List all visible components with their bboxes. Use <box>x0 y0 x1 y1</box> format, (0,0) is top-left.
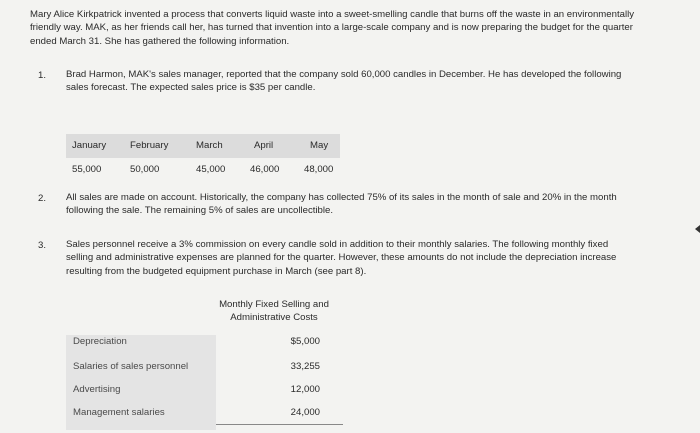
item-number: 1. <box>38 70 47 81</box>
forecast-value: 46,000 <box>250 164 280 175</box>
item-text: Sales personnel receive a 3% commission on every candle sold in addition to their monthly salaries. The following monthly fixed selling and administrative expenses are planned for the quarter. However, these amounts do not include the depreciation increase resulting from the budgeted equipment purchase in March (see part 8). <box>66 239 617 277</box>
item-text: All sales are made on account. Historically, the company has collected 75% of its sales in the month of sale and 20% in the month following the sale. The remaining 5% of sales are uncollectible. <box>66 192 617 217</box>
cost-label: Salaries of sales personnel <box>73 361 189 372</box>
item-text: Brad Harmon, MAK's sales manager, reported that the company sold 60,000 candles in December. He has developed the following sales forecast. The expected sales price is $35 per candle. <box>66 69 622 94</box>
forecast-month: February <box>130 140 169 151</box>
costs-underline <box>216 424 343 425</box>
costs-header-line: Administrative Costs <box>230 312 318 323</box>
page-edge-arrow-icon <box>695 225 700 233</box>
item-number: 3. <box>38 240 47 251</box>
forecast-value: 50,000 <box>130 164 160 175</box>
forecast-value: 45,000 <box>196 164 226 175</box>
cost-label: Management salaries <box>73 407 165 418</box>
forecast-month: January <box>72 140 107 151</box>
cost-value: 33,255 <box>290 361 320 372</box>
cost-label: Depreciation <box>73 336 127 347</box>
intro-paragraph: Mary Alice Kirkpatrick invented a process that converts liquid waste into a sweet-smelling candle that burns off the waste in an environmentally friendly way. MAK, as her friends call her, has turned that invention into a large-scale company and is now preparing the budget for the quarter ended March 31. She has gathered the following information. <box>30 9 634 47</box>
cost-value: 12,000 <box>290 384 320 395</box>
forecast-month: May <box>310 140 329 151</box>
cost-value: 24,000 <box>290 407 320 418</box>
costs-header-line: Monthly Fixed Selling and <box>219 299 329 310</box>
cost-value: $5,000 <box>290 336 320 347</box>
item-number: 2. <box>38 193 47 204</box>
forecast-month: March <box>196 140 223 151</box>
costs-header <box>204 298 344 324</box>
forecast-month: April <box>254 140 274 151</box>
sales-forecast-table <box>66 134 340 180</box>
forecast-value: 55,000 <box>72 164 102 175</box>
fixed-costs-table <box>66 288 350 428</box>
forecast-value: 48,000 <box>304 164 334 175</box>
cost-label: Advertising <box>73 384 121 395</box>
